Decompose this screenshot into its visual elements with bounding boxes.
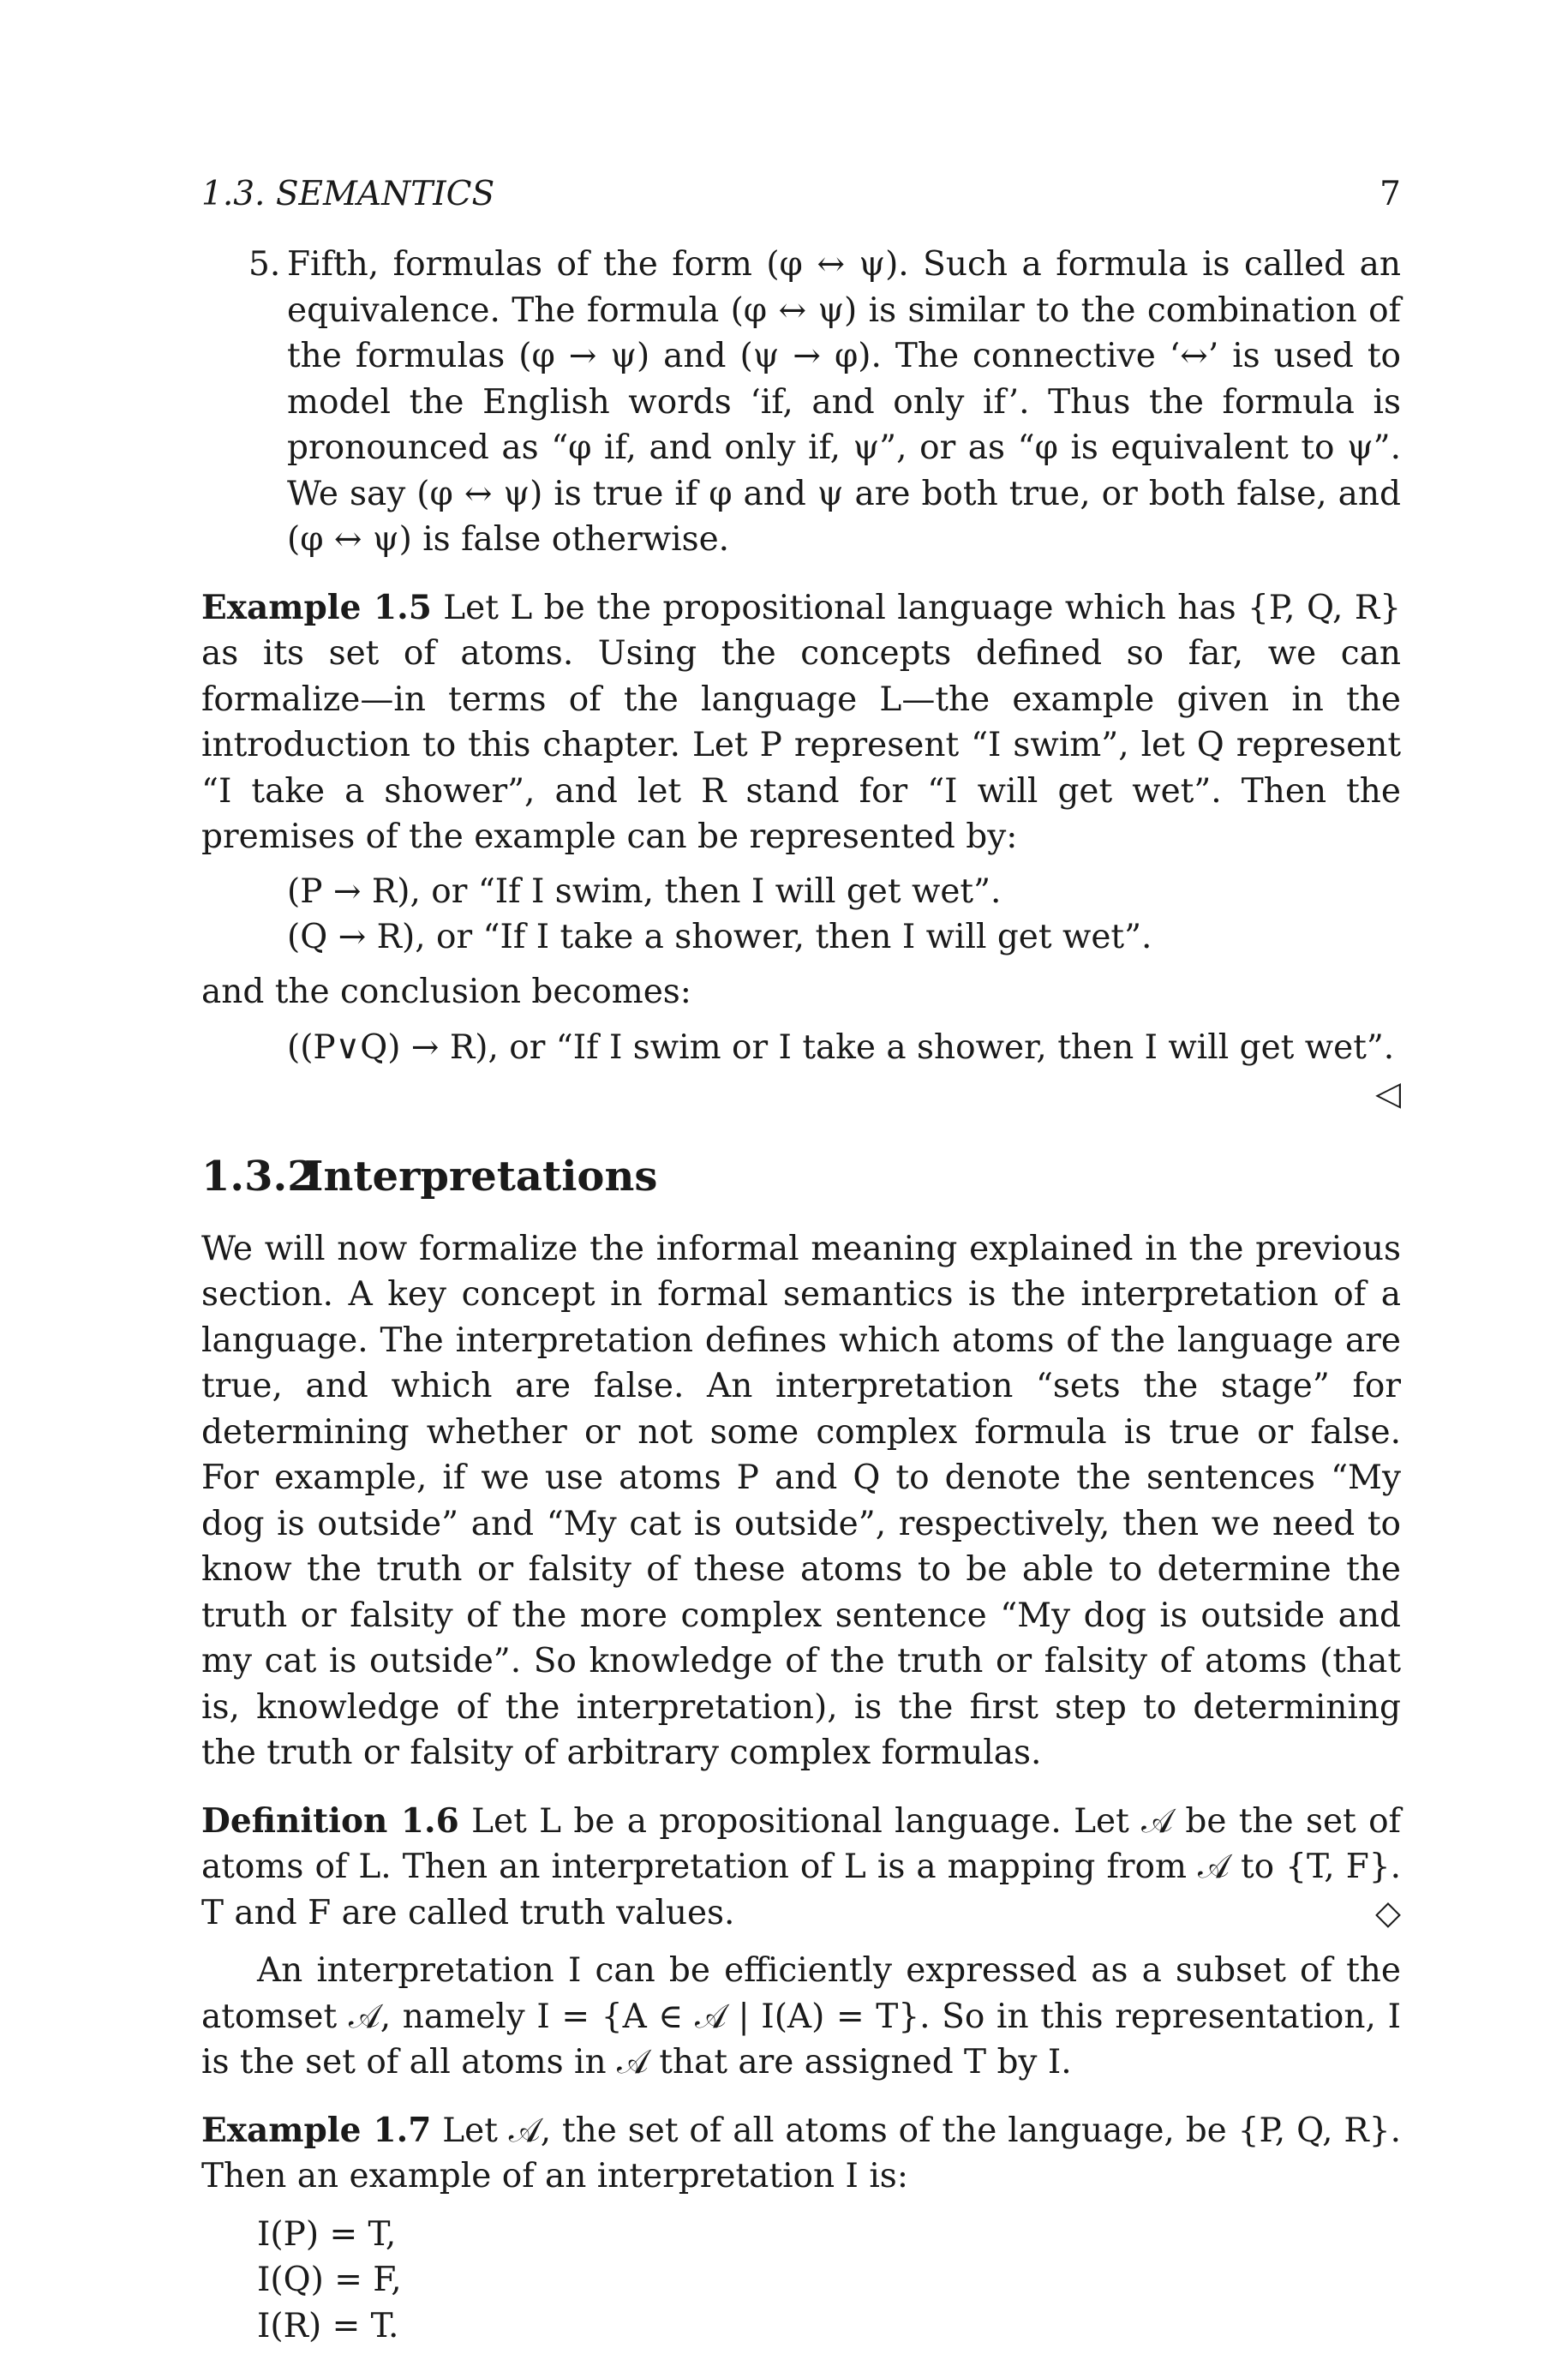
conclusion-intro: and the conclusion becomes: [201, 972, 691, 1011]
interpretation-line: I(R) = T. [257, 2306, 399, 2345]
example-text: Let L be the propositional language which has {P, Q, R} as its set of atoms. Using the concepts defined so far, we can formalize—in terms of the language L—the example given in the introduction to this chapter. Let P represent “I swim”, let Q represent “I take a shower”, and let R stand for “I will get wet”. Then the premises of the example can be represented by: [201, 588, 1402, 856]
example-text: Let 𝒜, the set of all atoms of the language, be {P, Q, R}. Then an example of an interpretation I is: [201, 2111, 1401, 2195]
example-label: Example 1.5 [201, 587, 432, 627]
definition-1-6 [201, 1799, 1401, 1937]
list-item-5 [201, 242, 1401, 563]
example-label: Example 1.7 [201, 2110, 432, 2150]
premises-list [287, 869, 1401, 961]
example-1-5 [201, 585, 1401, 860]
example-end-marker: ◁ [1375, 1074, 1401, 1113]
definition-label: Definition 1.6 [201, 1800, 459, 1841]
conclusion-formula: ((P∨Q) → R), or “If I swim or I take a shower, then I will get wet”. [287, 1028, 1395, 1067]
book-page [201, 171, 1401, 2349]
header-section-title: 1.3. SEMANTICS [201, 175, 495, 213]
premise-formula: (P → R), or “If I swim, then I will get wet”. [287, 872, 1002, 911]
interpretation-line: I(P) = T, [257, 2214, 397, 2254]
section-heading [201, 1149, 1401, 1204]
page-number: 7 [1379, 175, 1401, 213]
interpretation-line: I(Q) = F, [257, 2261, 402, 2299]
intro-paragraph: We will now formalize the informal meaning explained in the previous section. A key concept in formal semantics is the interpretation of a language. The interpretation defines which atoms of the language are true, and which are false. An interpretation “sets the stage” for determining whether or not some complex formula is true or false. For example, if we use atoms P and Q to denote the sentences “My dog is outside” and “My cat is outside”, respectively, then we need to know the truth or falsity of these atoms to be able to determine the truth or falsity of the more complex sentence “My dog is outside and my cat is outside”. So knowledge of the truth or falsity of atoms (that is, knowledge of the interpretation), is the first step to determining the truth or falsity of arbitrary complex formulas. [201, 1229, 1401, 1772]
definition-end-marker: ◇ [1375, 1893, 1401, 1932]
example-1-7 [201, 2108, 1401, 2200]
list-item-text: Fifth, formulas of the form (φ ↔ ψ). Such a formula is called an equivalence. The formula (φ ↔ ψ) is similar to the combination of the formulas (φ → ψ) and (ψ → φ). The connective ‘↔’ is used to model the English words ‘if, and only if’. Thus the formula is pronounced as “φ if, and only if, ψ”, or as “φ is equivalent to ψ”. We say (φ ↔ ψ) is true if φ and ψ are both true, or both false, and (φ ↔ ψ) is false otherwise. [287, 245, 1401, 559]
definition-text: Let L be a propositional language. Let 𝒜 be the set of atoms of L. Then an interpretation of L is a mapping from 𝒜 to {T, F}. T and F are called truth values. [201, 1801, 1401, 1932]
running-header [201, 171, 1401, 223]
section-number: 1.3.2 [201, 1152, 316, 1201]
interpretation-list [257, 2212, 1401, 2350]
premise-formula: (Q → R), or “If I take a shower, then I will get wet”. [287, 918, 1152, 956]
list-item-number: 5. [248, 245, 281, 284]
section-title: Interpretations [304, 1152, 658, 1201]
subset-paragraph: An interpretation I can be efficiently expressed as a subset of the atomset 𝒜, namely I = {A ∈ 𝒜 | I(A) = T}. So in this representation, I is the set of all atoms in 𝒜 that are assigned T by I. [201, 1951, 1401, 2081]
